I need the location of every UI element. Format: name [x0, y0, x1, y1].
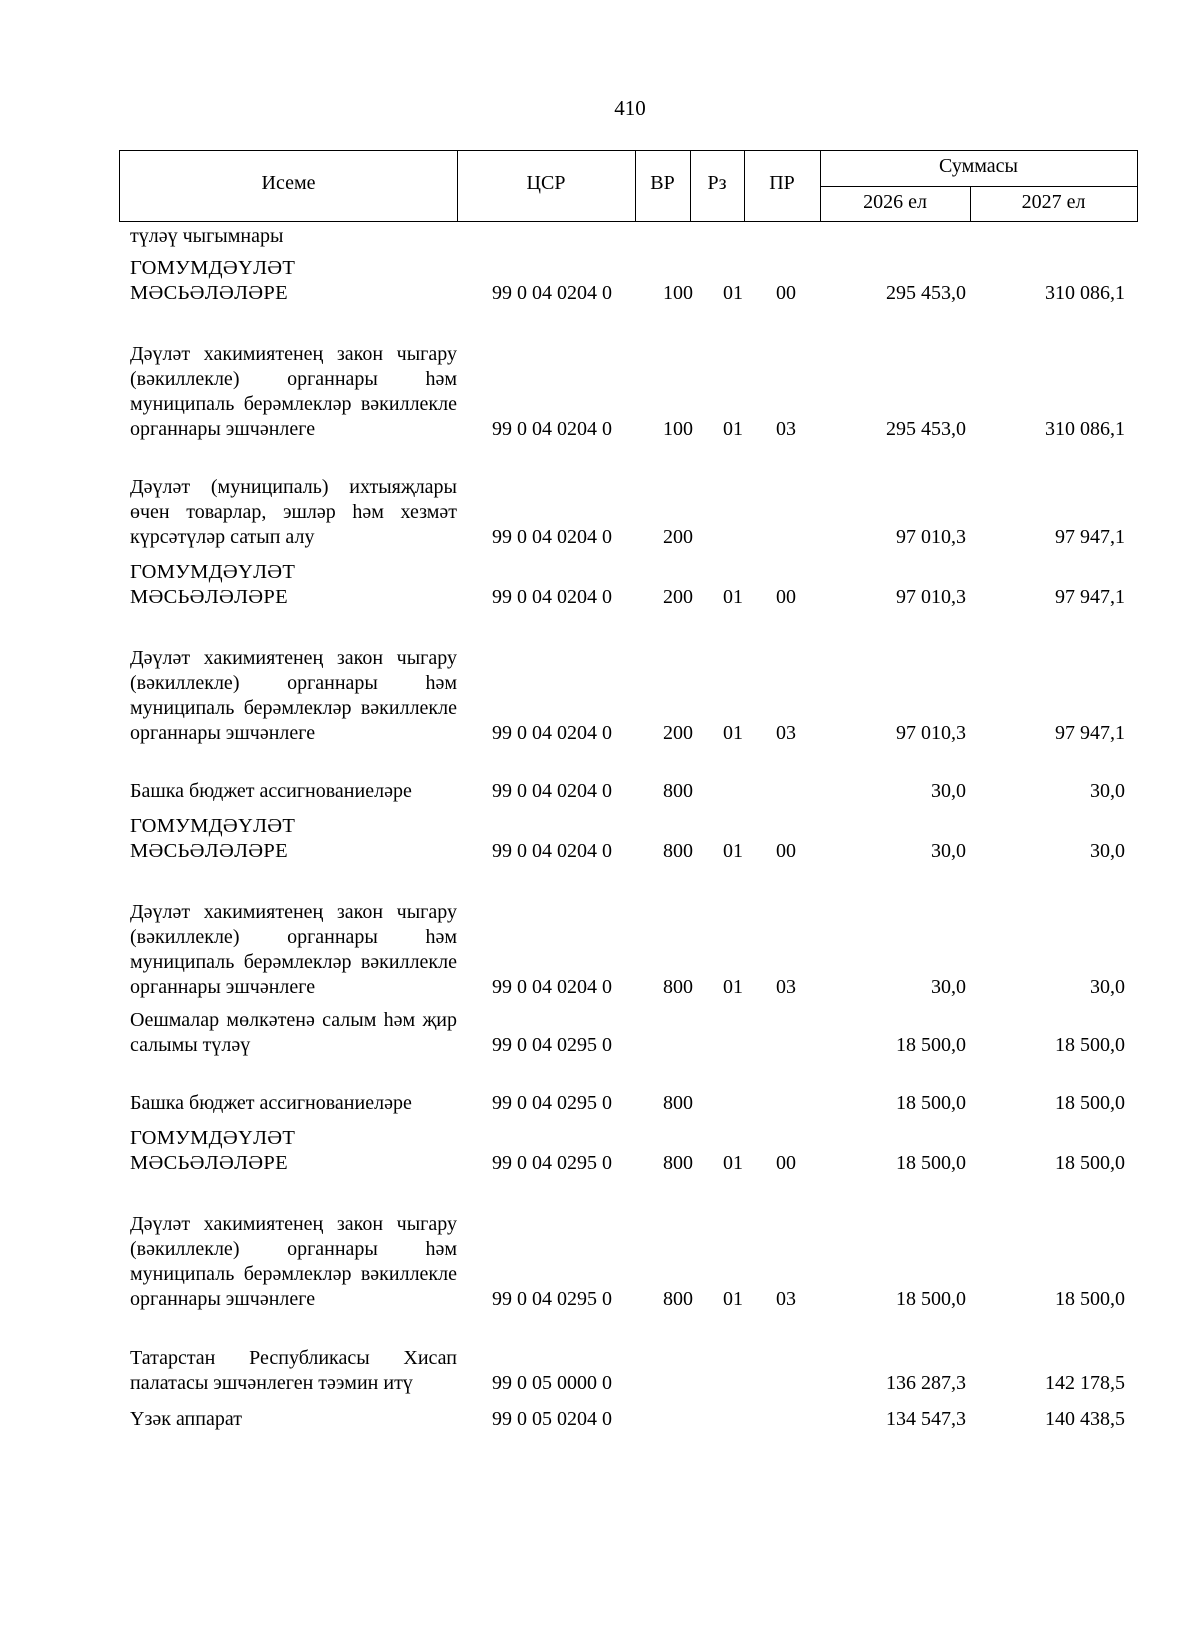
row-amount-2026: 136 287,3 — [886, 1372, 966, 1394]
table-row — [0, 1182, 1200, 1318]
row-name: Татарстан Республикасы Хисап палатасы эшчәнлеген тәэмин итү — [130, 1347, 457, 1394]
row-amount-2026: 30,0 — [931, 840, 966, 862]
header-pr: ПР — [769, 172, 795, 194]
row-rz: 01 — [723, 722, 743, 744]
row-values — [0, 1407, 1200, 1432]
row-values — [0, 779, 1200, 804]
row-rz: 01 — [723, 586, 743, 608]
row-pr: 03 — [776, 418, 796, 440]
row-values — [0, 1033, 1200, 1058]
row-amount-2026: 18 500,0 — [896, 1152, 966, 1174]
table-row — [0, 249, 1200, 312]
row-vr: 200 — [663, 722, 693, 744]
header-csr: ЦСР — [526, 172, 566, 194]
row-vr: 800 — [663, 1152, 693, 1174]
row-csr: 99 0 04 0295 0 — [492, 1092, 612, 1114]
row-name: ГОМУМДӘҮЛӘТ МӘСЬӘЛӘЛӘРЕ — [130, 561, 296, 608]
row-csr: 99 0 04 0204 0 — [492, 780, 612, 802]
row-name: ГОМУМДӘҮЛӘТ МӘСЬӘЛӘЛӘРЕ — [130, 815, 296, 862]
row-vr: 800 — [663, 840, 693, 862]
table-body — [0, 224, 1200, 1438]
table-header — [119, 150, 1138, 222]
row-values — [0, 1371, 1200, 1396]
table-row — [0, 448, 1200, 556]
row-amount-2026: 97 010,3 — [896, 526, 966, 548]
table-row — [0, 1006, 1200, 1064]
row-rz: 01 — [723, 840, 743, 862]
row-name: Дәүләт хакимиятенең закон чыгару (вәкиллекле) органнары һәм муниципаль берәмлекләр вәкиллекле органнары эшчәнлеге — [130, 1213, 457, 1310]
row-csr: 99 0 05 0204 0 — [492, 1408, 612, 1430]
table-row — [0, 1122, 1200, 1182]
table-row — [0, 1064, 1200, 1122]
row-amount-2026: 18 500,0 — [896, 1288, 966, 1310]
row-csr: 99 0 04 0204 0 — [492, 840, 612, 862]
row-amount-2026: 295 453,0 — [886, 282, 966, 304]
row-rz: 01 — [723, 282, 743, 304]
header-vr: ВР — [650, 172, 675, 194]
table-row — [0, 224, 1200, 249]
row-amount-2027: 30,0 — [1090, 840, 1125, 862]
row-amount-2027: 97 947,1 — [1055, 526, 1125, 548]
row-rz: 01 — [723, 1152, 743, 1174]
row-pr: 00 — [776, 282, 796, 304]
row-amount-2027: 310 086,1 — [1045, 282, 1125, 304]
table-row — [0, 312, 1200, 448]
row-amount-2026: 295 453,0 — [886, 418, 966, 440]
row-vr: 800 — [663, 1288, 693, 1310]
header-sums: Суммасы — [939, 155, 1018, 177]
row-amount-2027: 30,0 — [1090, 780, 1125, 802]
row-amount-2026: 18 500,0 — [896, 1092, 966, 1114]
row-name: Башка бюджет ассигнованиеләре — [130, 1092, 412, 1114]
row-values — [0, 1287, 1200, 1312]
row-rz: 01 — [723, 418, 743, 440]
table-row — [0, 752, 1200, 810]
row-rz: 01 — [723, 1288, 743, 1310]
table-row — [0, 870, 1200, 1006]
row-vr: 100 — [663, 418, 693, 440]
row-amount-2026: 134 547,3 — [886, 1408, 966, 1430]
row-name: Дәүләт хакимиятенең закон чыгару (вәкиллекле) органнары һәм муниципаль берәмлекләр вәкиллекле органнары эшчәнлеге — [130, 901, 457, 998]
row-values — [0, 525, 1200, 550]
page-number: 410 — [614, 96, 646, 120]
row-vr: 100 — [663, 282, 693, 304]
row-pr: 00 — [776, 1152, 796, 1174]
row-csr: 99 0 04 0204 0 — [492, 586, 612, 608]
header-rz: Рз — [707, 172, 727, 194]
row-vr: 800 — [663, 1092, 693, 1114]
row-values — [0, 585, 1200, 610]
row-amount-2027: 30,0 — [1090, 976, 1125, 998]
row-amount-2027: 142 178,5 — [1045, 1372, 1125, 1394]
row-pr: 00 — [776, 586, 796, 608]
row-values — [0, 417, 1200, 442]
row-amount-2027: 18 500,0 — [1055, 1152, 1125, 1174]
table-row — [0, 810, 1200, 870]
row-csr: 99 0 04 0204 0 — [492, 526, 612, 548]
row-vr: 200 — [663, 586, 693, 608]
table-row — [0, 1402, 1200, 1438]
row-values — [0, 721, 1200, 746]
table-row — [0, 556, 1200, 616]
row-values — [0, 839, 1200, 864]
row-values — [0, 1091, 1200, 1116]
row-values — [0, 224, 1200, 249]
row-amount-2026: 18 500,0 — [896, 1034, 966, 1056]
row-amount-2026: 30,0 — [931, 780, 966, 802]
row-csr: 99 0 04 0204 0 — [492, 418, 612, 440]
row-csr: 99 0 04 0295 0 — [492, 1288, 612, 1310]
row-amount-2026: 30,0 — [931, 976, 966, 998]
row-vr: 800 — [663, 780, 693, 802]
row-amount-2026: 97 010,3 — [896, 722, 966, 744]
row-amount-2027: 140 438,5 — [1045, 1408, 1125, 1430]
row-vr: 200 — [663, 526, 693, 548]
row-name: Дәүләт хакимиятенең закон чыгару (вәкиллекле) органнары һәм муниципаль берәмлекләр вәкиллекле органнары эшчәнлеге — [130, 343, 457, 440]
row-csr: 99 0 04 0295 0 — [492, 1152, 612, 1174]
row-name: Үзәк аппарат — [130, 1408, 242, 1430]
row-amount-2027: 97 947,1 — [1055, 586, 1125, 608]
row-rz: 01 — [723, 976, 743, 998]
row-amount-2026: 97 010,3 — [896, 586, 966, 608]
header-year-2026: 2026 ел — [863, 191, 927, 213]
row-values — [0, 975, 1200, 1000]
row-name: Дәүләт (муниципаль) ихтыяҗлары өчен товарлар, эшләр һәм хезмәт күрсәтүләр сатып алу — [130, 476, 457, 548]
row-csr: 99 0 05 0000 0 — [492, 1372, 612, 1394]
row-csr: 99 0 04 0204 0 — [492, 282, 612, 304]
row-amount-2027: 310 086,1 — [1045, 418, 1125, 440]
row-pr: 03 — [776, 1288, 796, 1310]
row-vr: 800 — [663, 976, 693, 998]
row-csr: 99 0 04 0204 0 — [492, 722, 612, 744]
row-amount-2027: 97 947,1 — [1055, 722, 1125, 744]
row-csr: 99 0 04 0295 0 — [492, 1034, 612, 1056]
header-divider — [820, 186, 1137, 187]
row-amount-2027: 18 500,0 — [1055, 1288, 1125, 1310]
table-row — [0, 616, 1200, 752]
row-name: түләү чыгымнары — [130, 225, 284, 247]
row-name: Башка бюджет ассигнованиеләре — [130, 780, 412, 802]
row-values — [0, 1151, 1200, 1176]
row-pr: 03 — [776, 722, 796, 744]
row-name: ГОМУМДӘҮЛӘТ МӘСЬӘЛӘЛӘРЕ — [130, 257, 296, 304]
row-values — [0, 281, 1200, 306]
row-pr: 03 — [776, 976, 796, 998]
header-name: Исеме — [261, 172, 316, 194]
row-name: Дәүләт хакимиятенең закон чыгару (вәкиллекле) органнары һәм муниципаль берәмлекләр вәкиллекле органнары эшчәнлеге — [130, 647, 457, 744]
row-name: ГОМУМДӘҮЛӘТ МӘСЬӘЛӘЛӘРЕ — [130, 1127, 296, 1174]
row-amount-2027: 18 500,0 — [1055, 1092, 1125, 1114]
row-csr: 99 0 04 0204 0 — [492, 976, 612, 998]
row-amount-2027: 18 500,0 — [1055, 1034, 1125, 1056]
row-pr: 00 — [776, 840, 796, 862]
row-name: Оешмалар мөлкәтенә салым һәм җир салымы түләү — [130, 1009, 457, 1056]
table-row — [0, 1318, 1200, 1402]
header-year-2027: 2027 ел — [1021, 191, 1086, 213]
